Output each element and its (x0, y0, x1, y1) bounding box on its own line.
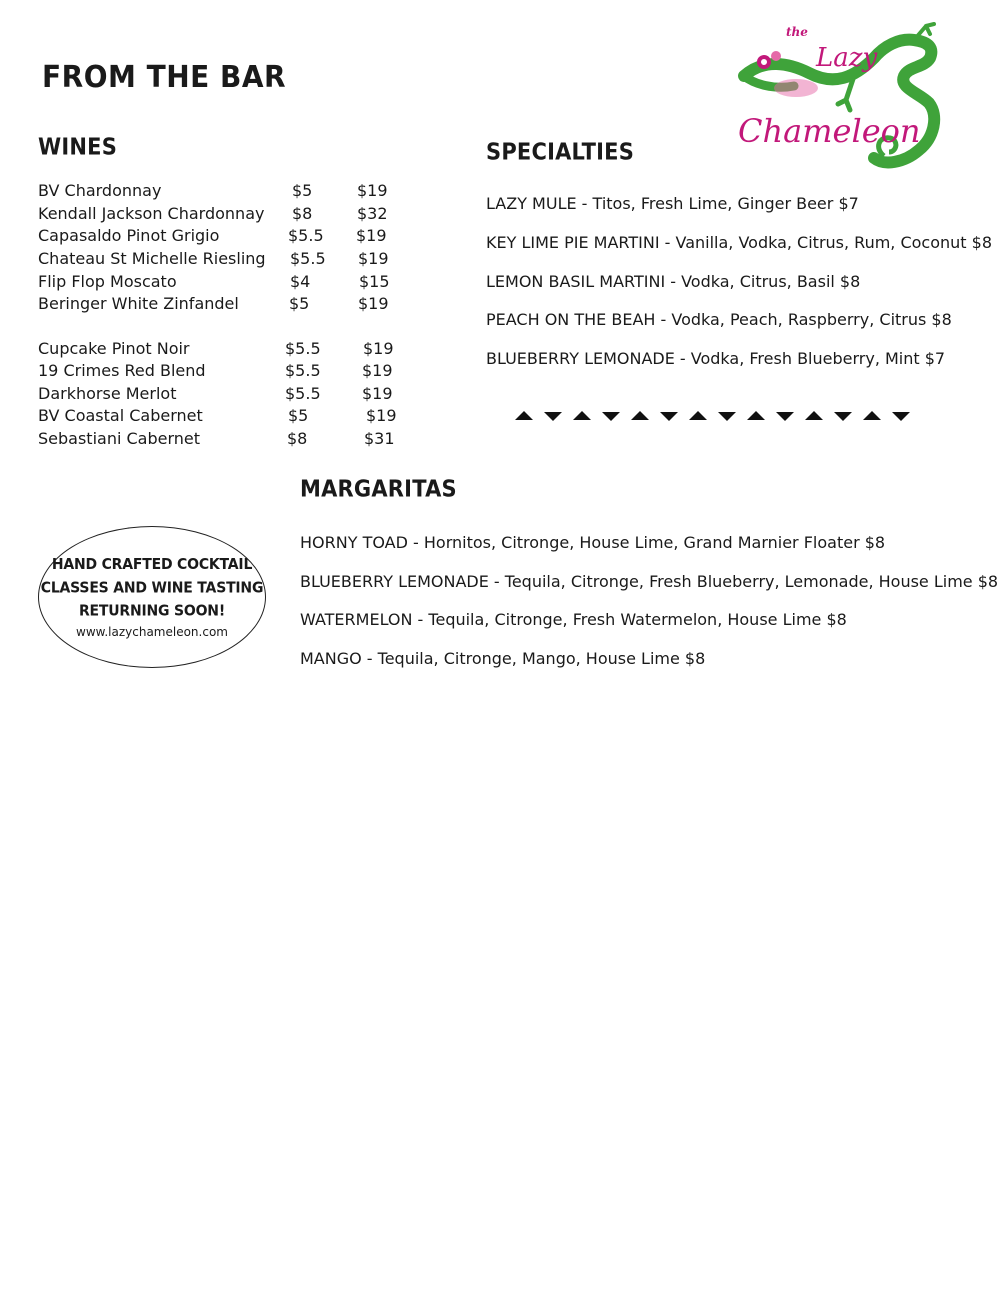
promo-line: HAND CRAFTED COCKTAIL (51, 556, 253, 574)
wine-bottle-price: $19 (357, 181, 388, 200)
wine-glass-price: $5.5 (288, 226, 324, 245)
wine-bottle-price: $19 (366, 406, 397, 425)
wine-bottle-price: $19 (362, 361, 393, 380)
wine-glass-price: $5 (292, 181, 313, 200)
logo-word-lazy: Lazy (816, 43, 878, 73)
wine-glass-price: $4 (290, 272, 311, 291)
wine-glass-price: $8 (292, 204, 313, 223)
specialty-item: PEACH ON THE BEAH - Vodka, Peach, Raspberry, Citrus $8 (486, 310, 952, 329)
triangle-divider (512, 408, 912, 424)
specialty-item: LAZY MULE - Titos, Fresh Lime, Ginger Beer $7 (486, 194, 859, 213)
margarita-item: BLUEBERRY LEMONADE - Tequila, Citronge, Fresh Blueberry, Lemonade, House Lime $8 (300, 572, 999, 591)
margaritas-heading: MARGARITAS (300, 475, 457, 503)
triangle-divider-icon (512, 408, 912, 424)
page-title: FROM THE BAR (42, 58, 287, 95)
wine-row (38, 384, 438, 406)
wine-glass-price: $8 (287, 429, 308, 448)
specialty-item: LEMON BASIL MARTINI - Vodka, Citrus, Basil $8 (486, 272, 861, 291)
wine-glass-price: $5 (288, 406, 309, 425)
promo-message (39, 554, 265, 623)
wine-row (38, 339, 438, 361)
promo-line: RETURNING SOON! (78, 602, 226, 620)
wine-bottle-price: $19 (363, 339, 394, 358)
wine-name: Darkhorse Merlot (38, 384, 177, 403)
wine-bottle-price: $19 (362, 384, 393, 403)
wine-name: Sebastiani Cabernet (38, 429, 201, 448)
chameleon-logo-graphic (734, 18, 949, 178)
wine-row (38, 406, 438, 428)
wine-name: 19 Crimes Red Blend (38, 361, 206, 380)
wine-name: Cupcake Pinot Noir (38, 339, 190, 358)
wine-name: BV Chardonnay (38, 181, 162, 200)
website-url: www.lazychameleon.com (76, 625, 228, 639)
lazy-chameleon-logo (734, 18, 949, 178)
logo-word-chameleon: Chameleon (738, 112, 921, 150)
margarita-item: HORNY TOAD - Hornitos, Citronge, House Lime, Grand Marnier Floater $8 (300, 533, 886, 552)
wines-heading: WINES (38, 133, 118, 161)
wine-row (38, 361, 438, 383)
logo-small-word: the (786, 25, 808, 39)
wine-name: Beringer White Zinfandel (38, 294, 239, 313)
specialty-item: BLUEBERRY LEMONADE - Vodka, Fresh Blueberry, Mint $7 (486, 349, 946, 368)
wine-row (38, 249, 438, 271)
wine-bottle-price: $19 (356, 226, 387, 245)
promo-line: CLASSES AND WINE TASTING (40, 579, 264, 597)
wine-name: Chateau St Michelle Riesling (38, 249, 266, 268)
wine-name: Flip Flop Moscato (38, 272, 177, 291)
promo-oval (38, 526, 266, 668)
wine-bottle-price: $32 (357, 204, 388, 223)
wine-row (38, 226, 438, 248)
wine-glass-price: $5.5 (285, 339, 321, 358)
wine-row (38, 429, 438, 451)
wine-bottle-price: $15 (359, 272, 390, 291)
wine-row (38, 272, 438, 294)
wine-name: Kendall Jackson Chardonnay (38, 204, 265, 223)
specialties-heading: SPECIALTIES (486, 138, 635, 166)
wine-glass-price: $5 (289, 294, 310, 313)
wine-glass-price: $5.5 (285, 361, 321, 380)
wine-bottle-price: $31 (364, 429, 395, 448)
margarita-item: MANGO - Tequila, Citronge, Mango, House Lime $8 (300, 649, 706, 668)
wine-name: Capasaldo Pinot Grigio (38, 226, 220, 245)
wine-name: BV Coastal Cabernet (38, 406, 203, 425)
wine-row (38, 204, 438, 226)
wine-bottle-price: $19 (358, 249, 389, 268)
wine-bottle-price: $19 (358, 294, 389, 313)
specialty-item: KEY LIME PIE MARTINI - Vanilla, Vodka, Citrus, Rum, Coconut $8 (486, 233, 993, 252)
wine-row (38, 294, 438, 316)
wine-glass-price: $5.5 (285, 384, 321, 403)
margarita-item: WATERMELON - Tequila, Citronge, Fresh Watermelon, House Lime $8 (300, 610, 847, 629)
wine-glass-price: $5.5 (290, 249, 326, 268)
wine-row (38, 181, 438, 203)
